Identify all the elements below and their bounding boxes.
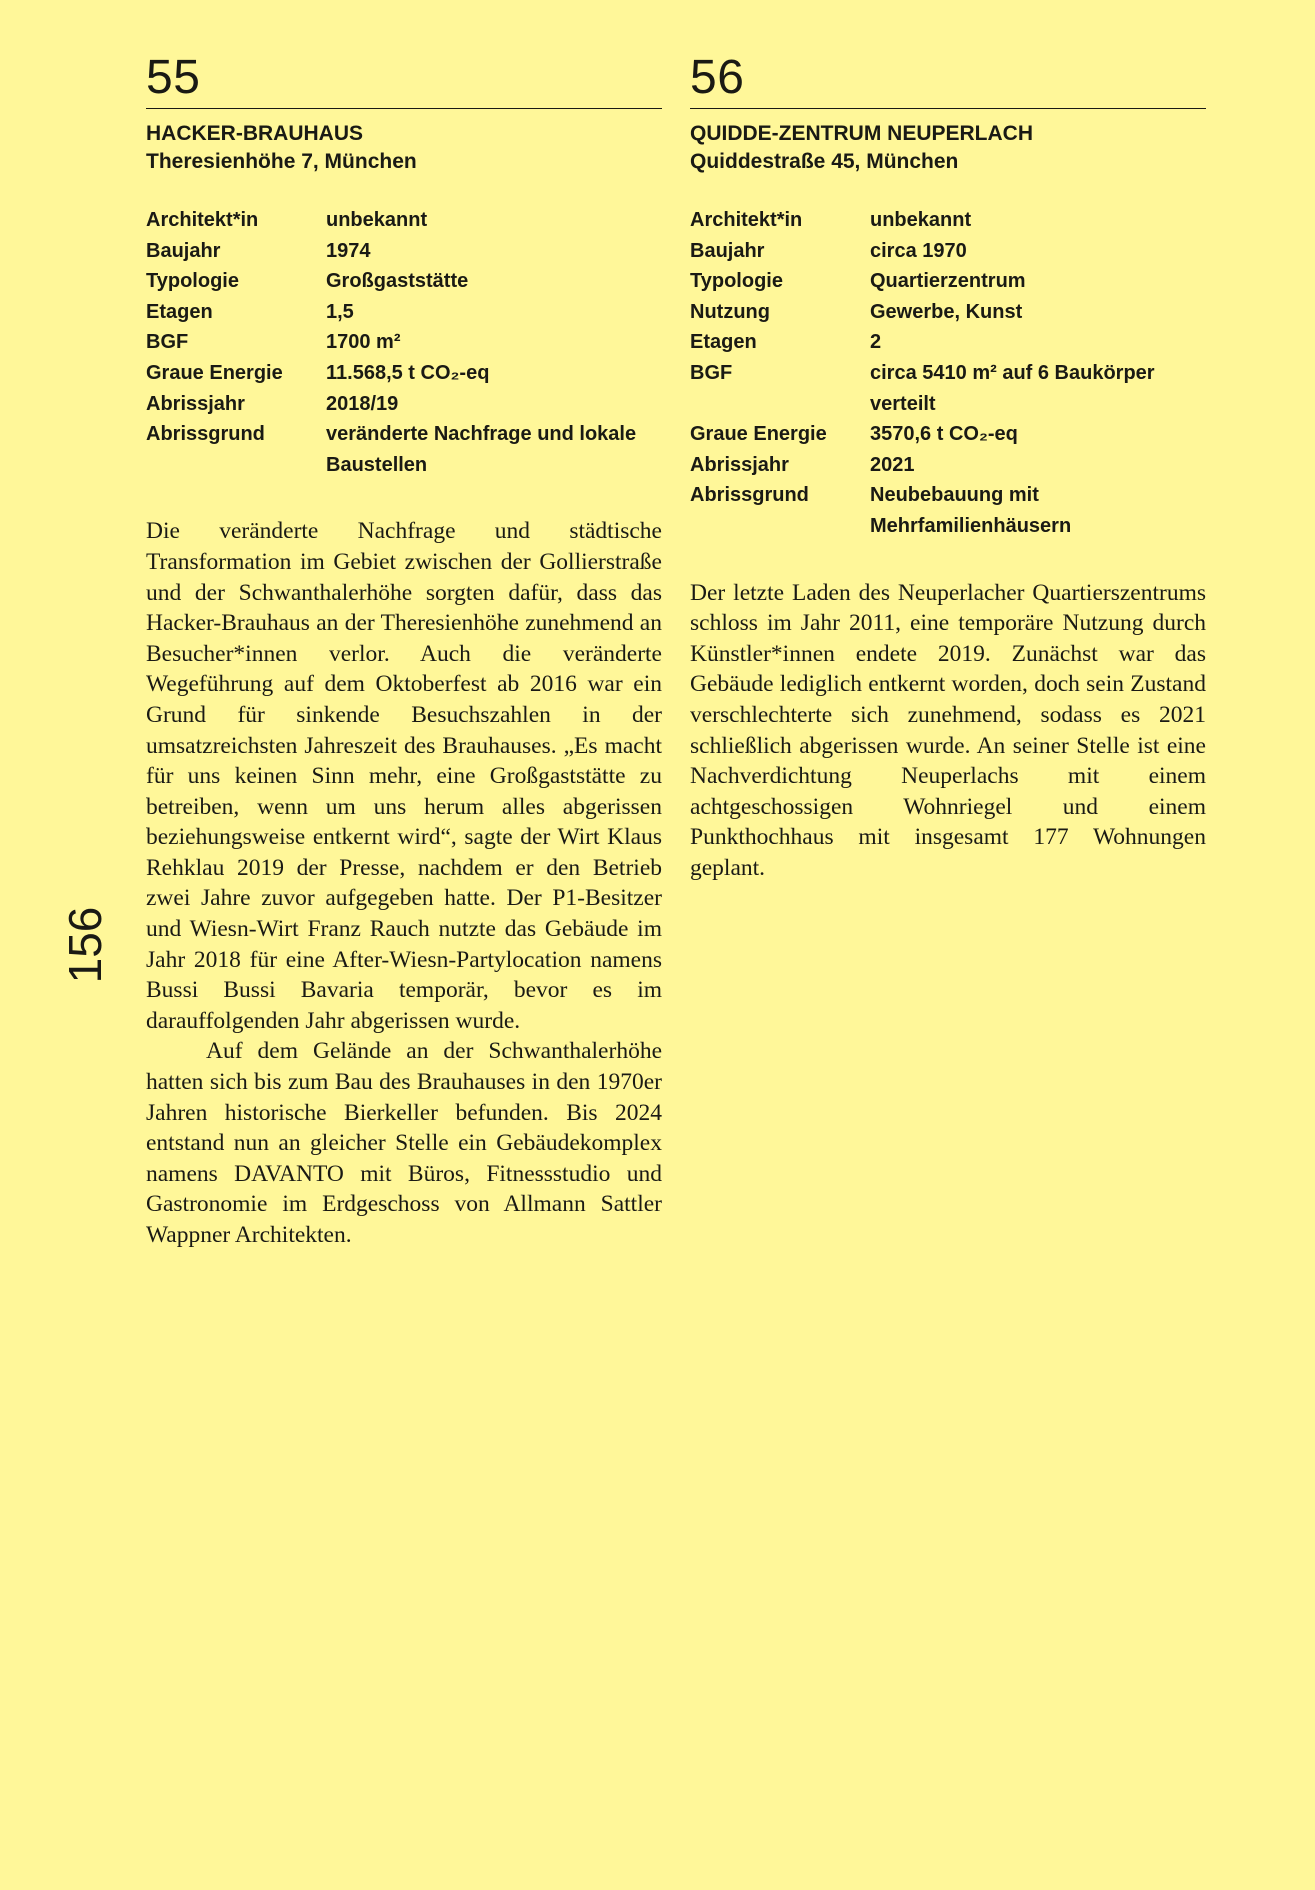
fact-label: BGF xyxy=(146,331,189,354)
fact-value: Großgaststätte xyxy=(326,270,469,293)
fact-row xyxy=(146,297,662,328)
entry-address: Theresienhöhe 7, München xyxy=(146,150,417,173)
fact-value: 2018/19 xyxy=(326,392,399,415)
fact-row xyxy=(690,450,1206,481)
fact-label: Abrissjahr xyxy=(690,453,789,476)
fact-label: Abrissgrund xyxy=(690,484,809,507)
fact-label: Etagen xyxy=(146,300,213,323)
paragraph: Die veränderte Nachfrage und städtische Transformation im Gebiet zwischen der Gollierstraße und der Schwanthalerhöhe sorgten dafür, dass das Hacker-Brauhaus an der Theresienhöhe zunehmend an Besucher*innen verlor. Auch die veränderte Wegeführung auf dem Oktoberfest ab 2016 war ein Grund für sinkende Besuchszahlen in der umsatzreichsten Jahreszeit des Brauhauses. „Es macht für uns keinen Sinn mehr, eine Großgaststätte zu betreiben, wenn um uns herum alles abgerissen beziehungsweise entkernt wird“, sagte der Wirt Klaus Rehklau 2019 der Presse, nachdem er den Betrieb zwei Jahre zuvor aufgegeben hatte. Der P1-Besitzer und Wiesn-Wirt Franz Rauch nutzte das Gebäude im Jahr 2018 für eine After-Wiesn-Partylocation namens Bussi Bussi Bavaria temporär, bevor es im darauffolgenden Jahr abgerissen wurde. xyxy=(146,518,662,1034)
entry-56 xyxy=(690,50,1206,883)
fact-label: Baujahr xyxy=(690,239,765,262)
fact-row xyxy=(690,327,1206,358)
fact-value: 1700 m² xyxy=(326,331,401,354)
fact-label: Etagen xyxy=(690,331,757,354)
fact-value: unbekannt xyxy=(870,209,972,231)
page-number: 156 xyxy=(59,906,111,984)
entry-body xyxy=(146,516,662,1250)
fact-value: circa 1970 xyxy=(870,239,967,262)
paragraph: Der letzte Laden des Neuperlacher Quartierszentrums schloss im Jahr 2011, eine temporäre Nutzung durch Künstler*innen endete 2019. Zunächst war das Gebäude lediglich entkernt worden, doch sein Zustand verschlechterte sich zunehmend, sodass es 2021 schließlich abgerissen wurde. An seiner Stelle ist eine Nachverdichtung Neuperlachs mit einem achtgeschossigen Wohnriegel und einem Punkthochhaus mit insgesamt 177 Wohnungen geplant. xyxy=(690,579,1206,881)
fact-row xyxy=(146,389,662,420)
fact-label: Architekt*in xyxy=(146,209,259,231)
fact-row xyxy=(690,236,1206,267)
fact-label: Graue Energie xyxy=(146,361,283,384)
fact-value: 1,5 xyxy=(326,300,354,323)
facts-table xyxy=(690,205,1206,542)
fact-value: 3570,6 t CO₂-eq xyxy=(870,423,1018,446)
fact-label: BGF xyxy=(690,361,733,384)
fact-row xyxy=(146,358,662,389)
fact-row xyxy=(690,266,1206,297)
fact-row xyxy=(146,236,662,267)
fact-row xyxy=(690,358,1206,419)
fact-row xyxy=(146,419,662,480)
fact-label: Abrissjahr xyxy=(146,392,245,415)
fact-row xyxy=(146,266,662,297)
fact-label: Typologie xyxy=(690,270,783,293)
entry-55 xyxy=(146,50,662,1251)
fact-label: Nutzung xyxy=(690,300,770,323)
fact-value: circa 5410 m² auf 6 Baukörper verteilt xyxy=(870,361,1155,415)
entry-number: 56 xyxy=(690,50,1206,109)
fact-row xyxy=(146,327,662,358)
facts-table xyxy=(146,205,662,480)
fact-row xyxy=(690,205,1206,236)
fact-row xyxy=(690,297,1206,328)
fact-value: 11.568,5 t CO₂-eq xyxy=(326,361,490,384)
fact-value: Gewerbe, Kunst xyxy=(870,300,1023,323)
fact-row xyxy=(690,480,1206,541)
fact-value: 2 xyxy=(870,331,882,354)
entry-title: QUIDDE-ZENTRUM NEUPERLACH xyxy=(690,122,1033,145)
fact-label: Typologie xyxy=(146,270,239,293)
fact-label: Abrissgrund xyxy=(146,423,265,446)
entry-title: HACKER-BRAUHAUS xyxy=(146,122,363,145)
fact-row xyxy=(690,419,1206,450)
fact-row xyxy=(146,205,662,236)
fact-value: unbekannt xyxy=(326,209,428,231)
fact-value: 1974 xyxy=(326,239,371,262)
fact-value: Neubebauung mit Mehrfamilienhäusern xyxy=(870,484,1072,537)
fact-label: Architekt*in xyxy=(690,209,803,231)
fact-label: Graue Energie xyxy=(690,423,827,446)
entry-number: 55 xyxy=(146,50,662,109)
paragraph: Auf dem Gelände an der Schwanthalerhöhe hatten sich bis zum Bau des Brauhauses in den 1970er Jahren historische Bierkeller befunden. Bis 2024 entstand nun an gleicher Stelle ein Gebäudekomplex namens DAVANTO mit Büros, Fitnessstudio und Gastronomie im Erdgeschoss von Allmann Sattler Wappner Architekten. xyxy=(146,1038,662,1248)
fact-value: Quartierzentrum xyxy=(870,270,1026,293)
entry-body xyxy=(690,578,1206,884)
fact-value: veränderte Nachfrage und lokale Baustellen xyxy=(326,423,637,476)
entry-address: Quiddestraße 45, München xyxy=(690,150,959,173)
fact-value: 2021 xyxy=(870,453,915,476)
fact-label: Baujahr xyxy=(146,239,221,262)
